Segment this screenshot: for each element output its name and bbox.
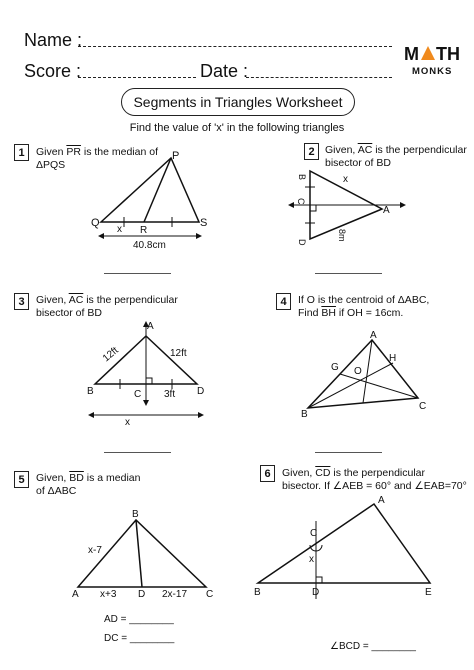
question-number-3: 3 (14, 293, 29, 310)
label-d: D (197, 386, 205, 397)
right-angle-mark (146, 378, 152, 384)
label-c: C (419, 401, 427, 412)
arrow-left-head (98, 233, 104, 239)
arrow-right-head (198, 412, 204, 418)
triangle-abe (258, 504, 430, 583)
label-b: B (87, 386, 94, 397)
diagram-6 (250, 495, 450, 605)
label-a: A (147, 321, 154, 332)
label-x: x (309, 554, 314, 565)
answer-ad[interactable]: AD = ________ (104, 614, 174, 625)
right-angle-mark (316, 577, 322, 583)
answer-line-2[interactable] (315, 273, 382, 274)
label-ad: x+3 (100, 589, 117, 600)
label-8m: 8m (337, 229, 347, 242)
label-d: D (138, 589, 146, 600)
label-3ft: 3ft (164, 389, 176, 400)
math-monks-logo (404, 42, 462, 78)
worksheet-title: Segments in Triangles Worksheet (121, 88, 355, 116)
answer-dc[interactable]: DC = ________ (104, 633, 175, 644)
label-r: R (140, 225, 148, 236)
question-2-text: Given, $\overline{AC}$ is the perpendicular bisector of BD (325, 144, 467, 169)
diagram-3 (82, 318, 212, 430)
right-angle-mark (310, 205, 316, 211)
diagram-1 (88, 148, 218, 248)
label-d: D (312, 587, 320, 598)
label-c: C (296, 198, 306, 205)
arrow-right-head (196, 233, 202, 239)
label-x: x (343, 174, 348, 185)
label-p: P (172, 150, 180, 162)
label-c: C (310, 528, 318, 539)
label-a: A (72, 589, 79, 600)
label-b: B (132, 509, 139, 520)
question-number-1: 1 (14, 144, 29, 161)
diagram-5 (70, 505, 220, 600)
label-b: B (254, 587, 261, 598)
median-a (363, 340, 372, 403)
question-number-6: 6 (260, 465, 275, 482)
instruction-text: Find the value of 'x' in the following triangles (129, 122, 345, 134)
date-field[interactable] (246, 77, 392, 78)
triangle-abc (308, 340, 418, 408)
answer-line-4[interactable] (315, 452, 382, 453)
label-c: C (134, 389, 142, 400)
logo-triangle-icon (421, 46, 435, 60)
label-dc: 2x-17 (162, 589, 188, 600)
label-length: 40.8cm (133, 240, 166, 248)
label-h: H (389, 353, 397, 364)
question-4-text: If O is the centroid of ΔABC, Find $\overline{BH}$ if OH = 16cm. (298, 294, 430, 319)
arrow-left-head (88, 412, 94, 418)
label-12ft-left: 12ft (100, 345, 121, 365)
label-b: B (297, 174, 307, 181)
bisector-right-arrow (400, 202, 406, 208)
bisector-left-arrow (288, 202, 294, 208)
label-12ft-right: 12ft (170, 348, 187, 359)
name-field[interactable] (78, 46, 392, 47)
bisector-bottom-arrow (143, 400, 149, 406)
label-q: Q (91, 217, 100, 229)
logo-m-letter: M (404, 44, 419, 64)
logo-th-letters: TH (436, 44, 460, 64)
label-ab: x-7 (88, 545, 102, 556)
logo-monks-text: MONKS (412, 66, 453, 77)
question-number-2: 2 (304, 143, 319, 160)
label-x: x (125, 417, 130, 428)
question-3-text: Given, $\overline{AC}$ is the perpendicular bisector of BD (36, 294, 178, 319)
label-b: B (301, 409, 308, 420)
date-label: Date : (200, 61, 249, 81)
answer-line-3[interactable] (104, 452, 171, 453)
question-number-4: 4 (276, 293, 291, 310)
median-cg (340, 374, 418, 398)
label-d: D (297, 239, 307, 246)
diagram-2 (282, 165, 412, 250)
label-a: A (383, 205, 390, 216)
score-label: Score : (24, 61, 82, 81)
median-pr (144, 158, 171, 222)
question-6-text: Given, $\overline{CD}$ is the perpendicular bisector. If ∠AEB = 60° and ∠EAB=70° (282, 467, 467, 492)
label-e: E (425, 587, 432, 598)
diagram-4 (298, 326, 434, 422)
question-number-5: 5 (14, 471, 29, 488)
label-a: A (378, 495, 385, 506)
label-c: C (206, 589, 214, 600)
name-label: Name : (24, 30, 83, 50)
median-bd (136, 520, 142, 587)
label-s: S (200, 217, 208, 229)
question-1-text: Given $\overline{PR}$ is the median of ΔPQS (36, 146, 158, 171)
question-5-text: Given, $\overline{BD}$ is a median of ΔABC (36, 472, 141, 497)
label-o: O (354, 366, 362, 377)
triangle-pqs (101, 158, 199, 222)
answer-line-1[interactable] (104, 273, 171, 274)
score-field[interactable] (78, 77, 196, 78)
label-g: G (331, 362, 339, 373)
label-x: x (117, 224, 122, 235)
answer-bcd[interactable]: ∠BCD = ________ (330, 641, 416, 652)
label-a: A (370, 330, 377, 341)
